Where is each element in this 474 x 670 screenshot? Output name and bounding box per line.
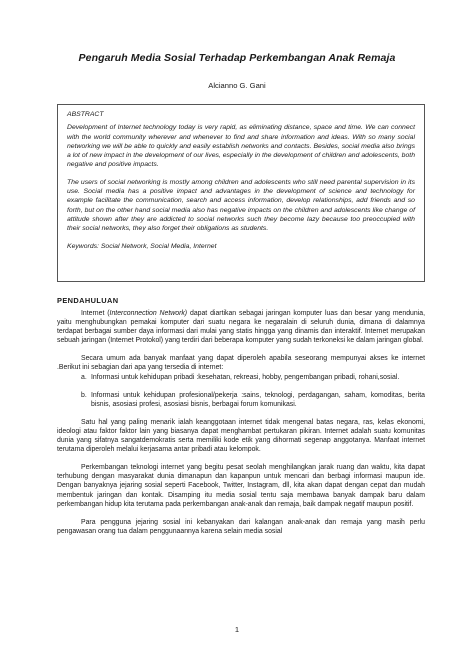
body-paragraph-2: Secara umum ada banyak manfaat yang dapat diperoleh apabila seseorang mempunyai akses ke internet .Berikut ini sebagian dari apa yang tersedia di internet: (57, 355, 425, 372)
list-marker: a. (81, 373, 87, 381)
paper-title: Pengaruh Media Sosial Terhadap Perkembangan Anak Remaja (78, 52, 396, 64)
p1-rest: dapat diartikan sebagai jaringan komputer luas dan besar yang mendunia, yaitu menghubungkan pemakai komputer dari suatu negara ke negaralain di seluruh dunia, dimana di dalamnya terdapat berbagai sumber daya informasi dari mulai yang statis hingga yang dinamis dan interaktif. Internet merupakan sebuah jaringan (Internet Protokol) yang terdiri dari beberapa komputer yang sudah terkoneksi ke dalam jaringan global. (57, 310, 425, 345)
p1-lead: Internet ( (81, 310, 110, 317)
abstract-heading: ABSTRACT (67, 111, 104, 118)
body-paragraph-4: Perkembangan teknologi internet yang begitu pesat seolah menghilangkan jarak ruang dan waktu, kita dapat terhubung dengan masyarakat dunia dimanapun dan kapanpun untuk mencari dan berbagi informasi maupun ide. Dengan banyaknya jejaring sosial seperti Facebook, Twitter, Instagram, dll, kita akan dapat dengan cepat dan mudah membentuk jaringan dan kontak. Disamping itu media sosial tentu saja membawa banyak dampak baru dalam perkembangan hidup kita terutama pada perkembangan anak-anak dan remaja, baik dampak negatif maupun positif. (57, 464, 425, 508)
section-body (57, 309, 425, 545)
abstract-paragraph-1: Development of Internet technology today is very rapid, as eliminating distance, space and time. We can connect with the world community wherever and whenever to find and share information and ideas. With so many social networking we will be able to quickly and easily establish networks and contacts. Besides, social media also brings a lot of new impact in the development of our lives, especially in the development of children and adolescents, both negative and positive impacts. (67, 124, 415, 169)
page-number: 1 (234, 625, 240, 634)
body-paragraph-3: Satu hal yang paling menarik ialah keanggotaan internet tidak mengenal batas negara, ras, kelas ekonomi, ideologi atau faktor faktor lain yang biasanya dapat menghambat pertukaran pikiran. Internet adalah suatu komunitas dunia yang sifatnya sangatdemokratis serta memiliki kode etik yang dihormati segenap anggotanya. Manfaat internet terutama diperoleh melalui kerjasama antar pribadi atau kelompok. (57, 418, 425, 454)
abstract-box (57, 104, 425, 282)
list-marker: b. (81, 391, 87, 399)
list-item-text: Informasi untuk kehidupan profesional/pekerja :sains, teknologi, perdagangan, saham, komoditas, berita bisnis, asosiasi profesi, asosiasi bisnis, berbagai forum komunikasi. (91, 391, 425, 408)
list-item (57, 373, 425, 382)
abstract-keywords: Keywords: Social Network, Social Media, Internet (67, 242, 217, 250)
body-paragraph-1 (57, 309, 425, 345)
section-heading: PENDAHULUAN (57, 296, 119, 305)
p1-italic-term: Interconnection Network) (109, 310, 188, 317)
list-item-text: Informasi untuk kehidupan pribadi :kesehatan, rekreasi, hobby, pengembangan pribadi, rohani,sosial. (91, 373, 400, 381)
author-name: Alcianno G. Gani (208, 81, 266, 90)
list-item (57, 391, 425, 409)
body-paragraph-5: Para pengguna jejaring sosial ini kebanyakan dari kalangan anak-anak dan remaja yang masih perlu pengawasan orang tua dalam penggunaannya karena selain media sosial (57, 518, 425, 535)
abstract-paragraph-2: The users of social networking is mostly among children and adolescents who still need parental supervision in its use. Social media has a positive impact and advantages in the development of science and technology for example facilitate the communication, search and access information, develop relationships, add friends and so forth, but on the other hand social media also has negative impacts on the children and adolescents like change of attitude shown after they are addicted to social networks such they become lazy because too preoccupied with their social networks, they also forget their obligations as students. (67, 178, 415, 233)
